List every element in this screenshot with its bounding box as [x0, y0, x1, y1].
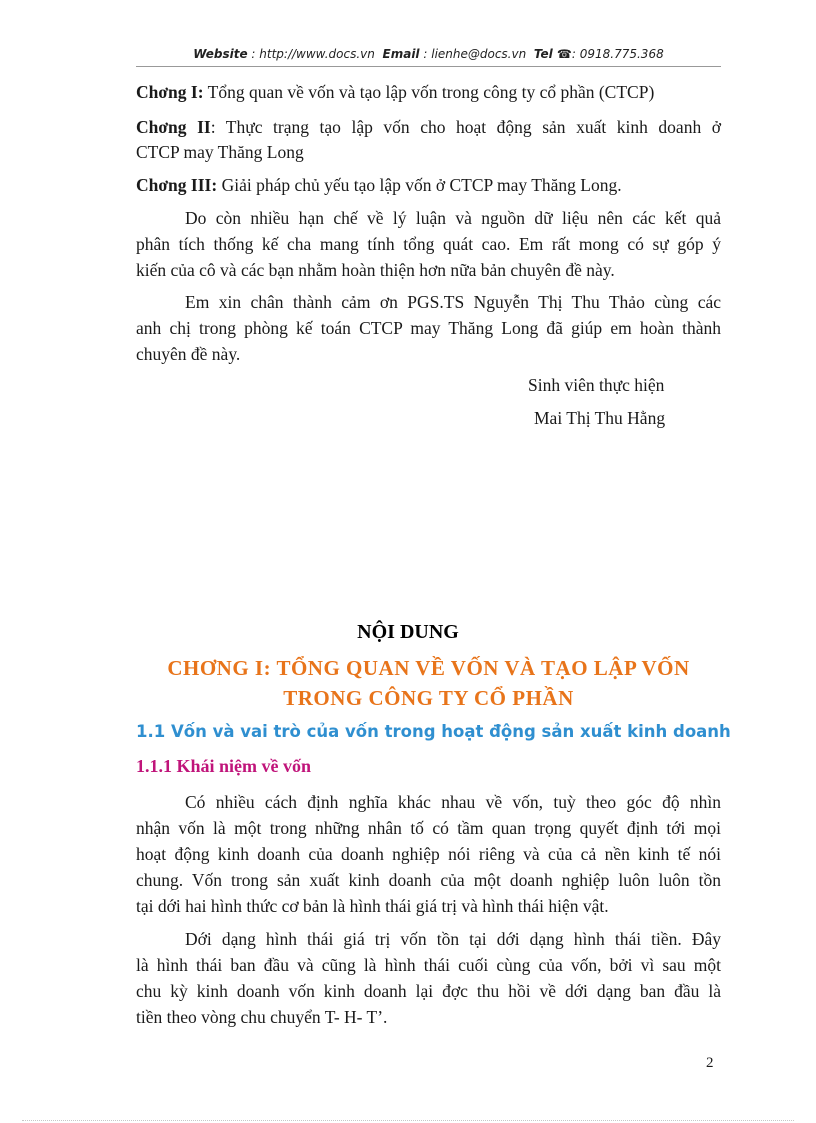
email-label: Email: [382, 47, 420, 61]
chapter-item-1: [136, 80, 654, 104]
chapter1-title-line1: CHƠNG I: TỔNG QUAN VỀ VỐN VÀ TẠO LẬP VỐN: [167, 656, 690, 680]
website-label: Website: [193, 47, 248, 61]
body-para1-line: nhận vốn là một trong những nhân tố có tầm quan trọng quyết định tới mọi: [136, 818, 721, 838]
intro-para1-line: Do còn nhiều hạn chế về lý luận và nguồn dữ liệu nên các kết quả: [185, 208, 721, 228]
intro-para2-line: chuyên đề này.: [136, 344, 241, 364]
intro-para2-line: Em xin chân thành cảm ơn PGS.TS Nguyễn Thị Thu Thảo cùng các: [185, 292, 721, 312]
body-para2-line: Dới dạng hình thái giá trị vốn tồn tại dới dạng hình thái tiền. Đây: [185, 929, 721, 949]
signature-role: Sinh viên thực hiện: [528, 375, 665, 395]
chapter-label: Chơng I:: [136, 82, 204, 102]
chapter1-title-line2: TRONG CÔNG TY CỔ PHẦN: [283, 686, 574, 710]
chapter-text: Tổng quan về vốn và tạo lập vốn trong công ty cổ phần (CTCP): [207, 82, 655, 102]
body-para1-line: Có nhiều cách định nghĩa khác nhau về vốn, tuỳ theo góc độ nhìn: [185, 792, 721, 812]
intro-para1-line: kiến của cô và các bạn nhằm hoàn thiện hơn nữa bản chuyên đề này.: [136, 260, 615, 280]
footer-divider: [22, 1120, 794, 1121]
section-1-1-1-heading: 1.1.1 Khái niệm về vốn: [136, 756, 312, 776]
body-para2-line: là hình thái ban đầu và cũng là hình thái cuối cùng của vốn, bởi vì sau một: [136, 955, 721, 975]
intro-para2-line: anh chị trong phòng kế toán CTCP may Thăng Long đã giúp em hoàn thành: [136, 318, 721, 338]
body-para1-line: tại dới hai hình thức cơ bản là hình thái giá trị và hình thái hiện vật.: [136, 896, 609, 916]
signature-name: Mai Thị Thu Hằng: [534, 408, 666, 428]
chapter-item-3: [136, 173, 622, 197]
chapter-item-2: [136, 115, 721, 139]
header-divider: [136, 66, 721, 67]
body-para1-line: hoạt động kinh doanh của doanh nghiệp nói riêng và của cả nền kinh tế nói: [136, 844, 721, 864]
email-value: : lienhe@docs.vn: [423, 47, 527, 61]
body-para2-line: chu kỳ kinh doanh vốn kinh doanh lại đợc thu hồi về dới dạng ban đầu là: [136, 981, 721, 1001]
chapter-label: Chơng II: [136, 117, 211, 137]
page-number: 2: [706, 1055, 714, 1071]
content-title: NỘI DUNG: [357, 621, 459, 643]
tel-value: : 0918.775.368: [571, 47, 664, 61]
body-para2-line: tiền theo vòng chu chuyển T- H- T’.: [136, 1007, 388, 1027]
website-value: : http://www.docs.vn: [251, 47, 375, 61]
chapter-item-2-cont: CTCP may Thăng Long: [136, 142, 304, 162]
chapter-text: Giải pháp chủ yếu tạo lập vốn ở CTCP may Thăng Long.: [221, 175, 622, 195]
section-1-1-heading: 1.1 Vốn và vai trò của vốn trong hoạt động sản xuất kinh doanh: [136, 722, 731, 741]
intro-para1-line: phân tích thống kế cha mang tính tổng quát cao. Em rất mong có sự góp ý: [136, 234, 721, 254]
body-para1-line: chung. Vốn trong sản xuất kinh doanh của một doanh nghiệp luôn luôn tồn: [136, 870, 721, 890]
chapter-text: : Thực trạng tạo lập vốn cho hoạt động sản xuất kinh doanh ở: [210, 117, 721, 137]
chapter-label: Chơng III:: [136, 175, 218, 195]
tel-label: Tel ☎: [533, 47, 572, 61]
page-header: [136, 47, 721, 61]
